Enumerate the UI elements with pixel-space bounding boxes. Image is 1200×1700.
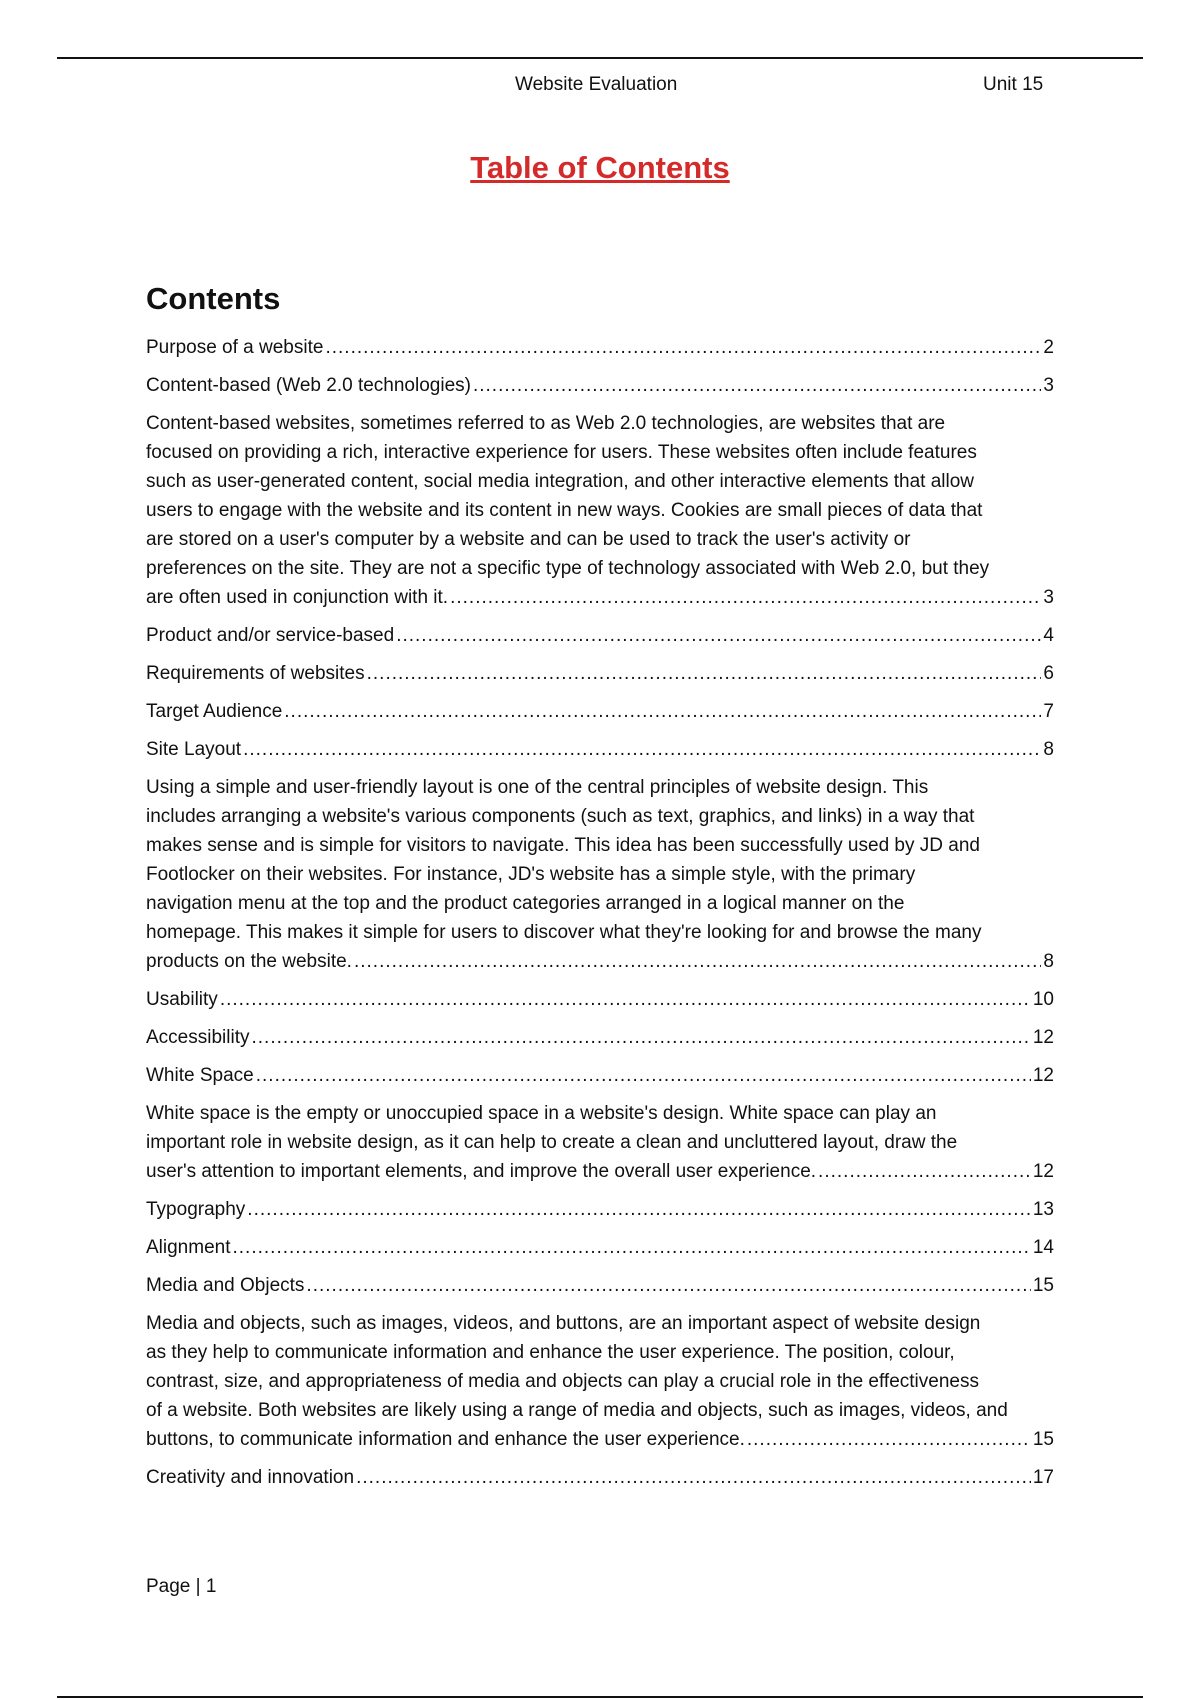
footer-rule: [57, 1696, 1143, 1698]
toc-entry-label: Accessibility: [146, 1027, 250, 1048]
toc-entry-text-line: makes sense and is simple for visitors to navigate. This idea has been successfully used by JD and: [146, 835, 980, 856]
toc-entry-label: Site Layout: [146, 739, 242, 760]
toc-entry-text-line: such as user-generated content, social media integration, and other interactive elements that allow: [146, 471, 975, 492]
header-unit: Unit 15: [983, 74, 1044, 95]
dot-leader: [243, 735, 1041, 764]
toc-entry-text-line: includes arranging a website's various components (such as text, graphics, and links) in a way that: [146, 806, 975, 827]
table-of-contents: [146, 333, 1054, 1501]
toc-entry-text-line: focused on providing a rich, interactive experience for users. These websites often include features: [146, 442, 977, 463]
toc-entry-text-line: important role in website design, as it can help to create a clean and uncluttered layout, draw the: [146, 1132, 958, 1153]
page-title: Table of Contents: [470, 150, 730, 185]
toc-entry-line: [146, 1023, 1054, 1052]
toc-entry[interactable]: [146, 1271, 1054, 1300]
toc-entry[interactable]: [146, 1023, 1054, 1052]
toc-entry-text-line: of a website. Both websites are likely using a range of media and objects, such as images, videos, and: [146, 1400, 1008, 1421]
toc-entry-line: [146, 333, 1054, 362]
toc-page-number: 7: [1043, 701, 1054, 722]
dot-leader: [256, 1061, 1031, 1090]
dot-leader: [450, 583, 1041, 612]
toc-entry-label: Target Audience: [146, 701, 283, 722]
dot-leader: [747, 1425, 1031, 1454]
toc-entry-label: are often used in conjunction with it.: [146, 587, 449, 608]
toc-entry-text-line: Footlocker on their websites. For instance, JD's website has a simple style, with the primary: [146, 864, 916, 885]
toc-page-number: 2: [1043, 337, 1054, 358]
toc-entry[interactable]: [146, 333, 1054, 362]
toc-entry[interactable]: [146, 735, 1054, 764]
toc-entry[interactable]: [146, 409, 1054, 612]
toc-page-number: 14: [1032, 1237, 1054, 1258]
toc-entry-text-line: preferences on the site. They are not a specific type of technology associated with Web 2.0, but they: [146, 558, 990, 579]
toc-entry-text-line: users to engage with the website and its content in new ways. Cookies are small pieces of data that: [146, 500, 983, 521]
toc-entry-label: Typography: [146, 1199, 246, 1220]
toc-entry-text-line: White space is the empty or unoccupied space in a website's design. White space can play an: [146, 1103, 937, 1124]
dot-leader: [818, 1157, 1031, 1186]
dot-leader: [247, 1195, 1031, 1224]
toc-entry-line: [146, 583, 1054, 612]
toc-entry-label: Product and/or service-based: [146, 625, 395, 646]
toc-entry-line: [146, 947, 1054, 976]
toc-page-number: 15: [1032, 1275, 1054, 1296]
toc-page-number: 3: [1043, 375, 1054, 396]
toc-entry-line: [146, 1233, 1054, 1262]
toc-entry-label: Alignment: [146, 1237, 231, 1258]
toc-entry[interactable]: [146, 1195, 1054, 1224]
toc-entry-text-line: Media and objects, such as images, videos, and buttons, are an important aspect of website design: [146, 1313, 981, 1334]
toc-entry-label: Requirements of websites: [146, 663, 365, 684]
dot-leader: [396, 621, 1041, 650]
toc-entry[interactable]: [146, 1233, 1054, 1262]
toc-page-number: 12: [1032, 1065, 1054, 1086]
toc-entry-text-line: Content-based websites, sometimes referred to as Web 2.0 technologies, are websites that are: [146, 413, 946, 434]
toc-entry-line: [146, 621, 1054, 650]
toc-entry-line: [146, 1157, 1054, 1186]
toc-entry-text-line: Using a simple and user-friendly layout is one of the central principles of website design. This: [146, 777, 929, 798]
header-title: Website Evaluation: [515, 74, 678, 95]
toc-entry-label: Usability: [146, 989, 218, 1010]
toc-entry-line: [146, 985, 1054, 1014]
dot-leader: [251, 1023, 1030, 1052]
toc-entry[interactable]: [146, 621, 1054, 650]
toc-entry-text-line: navigation menu at the top and the product categories arranged in a logical manner on the: [146, 893, 905, 914]
toc-entry[interactable]: [146, 773, 1054, 976]
toc-page-number: 6: [1043, 663, 1054, 684]
toc-page-number: 8: [1043, 951, 1054, 972]
toc-entry-label: Creativity and innovation: [146, 1467, 355, 1488]
toc-entry-label: Purpose of a website: [146, 337, 324, 358]
dot-leader: [284, 697, 1041, 726]
toc-entry[interactable]: [146, 1099, 1054, 1186]
toc-page-number: 4: [1043, 625, 1054, 646]
toc-page-number: 10: [1032, 989, 1054, 1010]
toc-entry-line: [146, 1061, 1054, 1090]
toc-page-number: 12: [1032, 1161, 1054, 1182]
toc-entry-line: [146, 1425, 1054, 1454]
toc-page-number: 12: [1032, 1027, 1054, 1048]
dot-leader: [325, 333, 1041, 362]
toc-entry-text-line: are stored on a user's computer by a website and can be used to track the user's activity or: [146, 529, 911, 550]
toc-entry-text-line: as they help to communicate information and enhance the user experience. The position, colour,: [146, 1342, 955, 1363]
toc-page-number: 17: [1032, 1467, 1054, 1488]
toc-entry-line: [146, 1463, 1054, 1492]
toc-entry[interactable]: [146, 1309, 1054, 1454]
header-rule: [57, 57, 1143, 59]
dot-leader: [220, 985, 1031, 1014]
toc-entry[interactable]: [146, 659, 1054, 688]
toc-entry-line: [146, 1195, 1054, 1224]
toc-entry-text-line: homepage. This makes it simple for users to discover what they're looking for and browse the many: [146, 922, 982, 943]
toc-page-number: 15: [1032, 1429, 1054, 1450]
toc-entry[interactable]: [146, 697, 1054, 726]
toc-entry[interactable]: [146, 985, 1054, 1014]
dot-leader: [473, 371, 1041, 400]
toc-page-number: 3: [1043, 587, 1054, 608]
toc-entry-line: [146, 371, 1054, 400]
toc-entry-label: White Space: [146, 1065, 254, 1086]
dot-leader: [356, 1463, 1031, 1492]
contents-heading: Contents: [146, 281, 281, 316]
toc-entry[interactable]: [146, 371, 1054, 400]
toc-entry-line: [146, 697, 1054, 726]
toc-entry-label: Media and Objects: [146, 1275, 305, 1296]
page-number: Page | 1: [146, 1576, 217, 1597]
toc-entry[interactable]: [146, 1463, 1054, 1492]
dot-leader: [306, 1271, 1030, 1300]
toc-entry-line: [146, 735, 1054, 764]
toc-entry-line: [146, 659, 1054, 688]
dot-leader: [367, 659, 1042, 688]
toc-page-number: 8: [1043, 739, 1054, 760]
toc-page-number: 13: [1032, 1199, 1054, 1220]
toc-entry-label: user's attention to important elements, and improve the overall user experience.: [146, 1161, 817, 1182]
toc-entry-label: Content-based (Web 2.0 technologies): [146, 375, 471, 396]
toc-entry-line: [146, 1271, 1054, 1300]
toc-entry-label: products on the website.: [146, 951, 352, 972]
toc-entry[interactable]: [146, 1061, 1054, 1090]
toc-entry-label: buttons, to communicate information and enhance the user experience.: [146, 1429, 745, 1450]
dot-leader: [354, 947, 1041, 976]
toc-entry-text-line: contrast, size, and appropriateness of media and objects can play a crucial role in the effectiveness: [146, 1371, 979, 1392]
dot-leader: [233, 1233, 1031, 1262]
